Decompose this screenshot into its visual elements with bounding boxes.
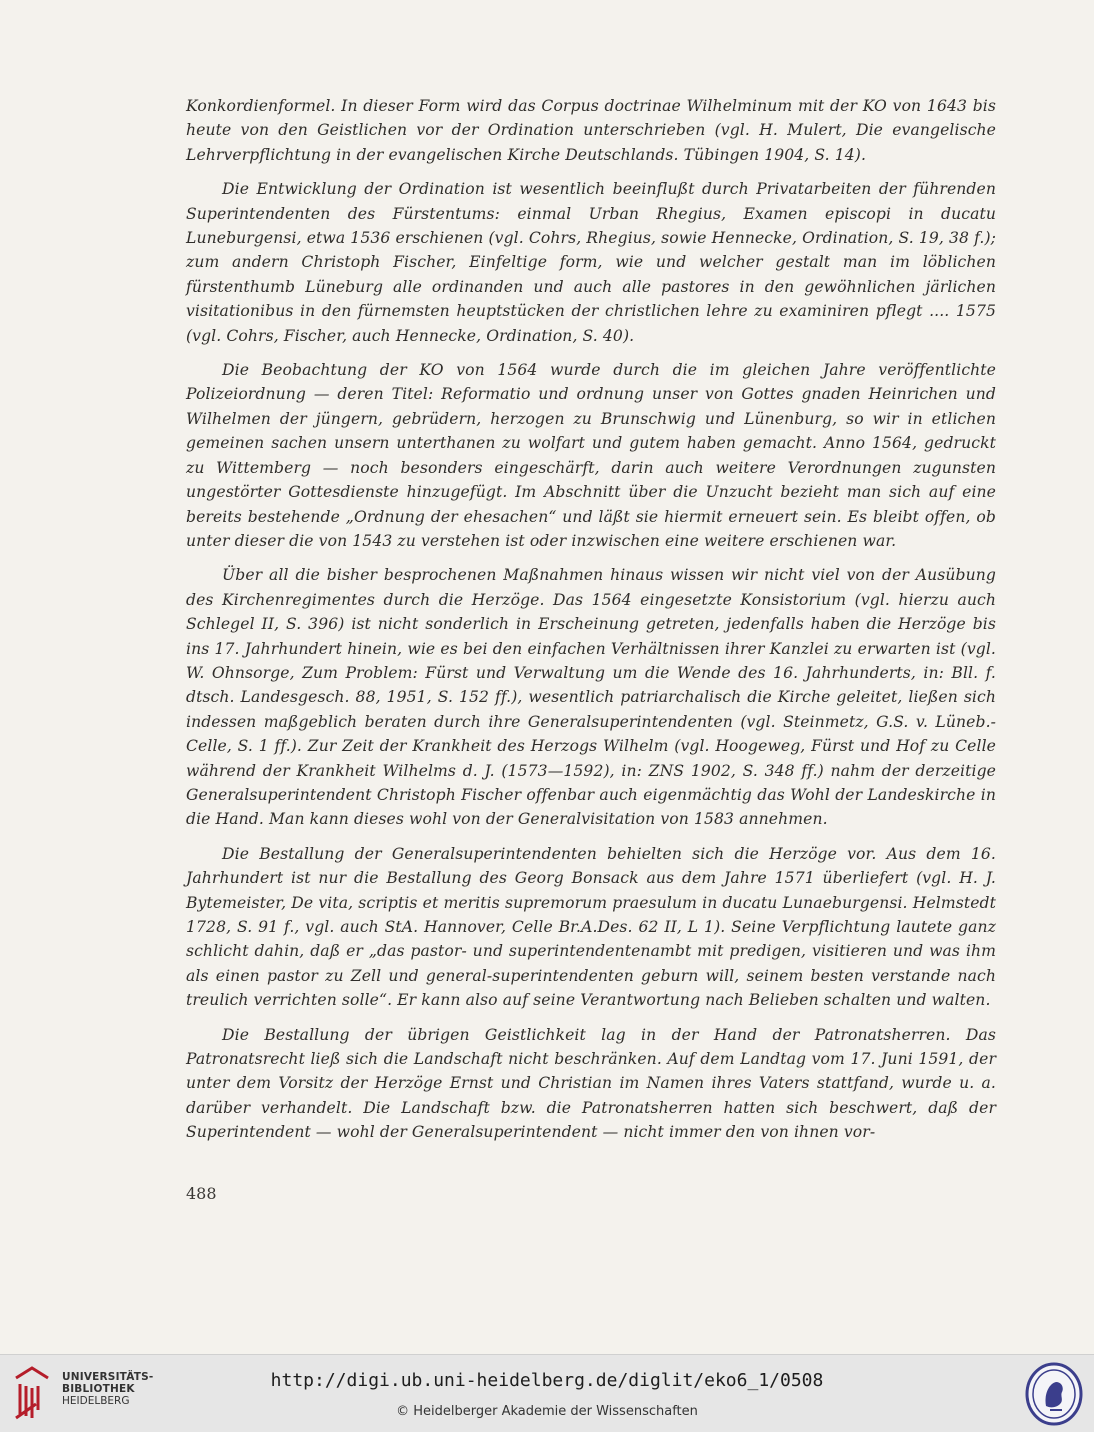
paragraph-3: Die Beobachtung der KO von 1564 wurde durch die im gleichen Jahre veröffentlichte Polizeiordnung — deren Titel: Reformatio und ordnung unser von Gottes gnaden Heinrichen und Wilhelmen der jüngern, gebrüdern, herzogen zu Brunschwig und Lünenburg, so wir in etlichen gemeinen sachen unsern unterthanen zu wolfart und gutem haben gemacht. Anno 1564, gedruckt zu Wittemberg — noch besonders eingeschärft, darin auch weitere Verordnungen zugunsten ungestörter Gottesdienste hinzugefügt. Im Abschnitt über die Unzucht bezieht man sich auf eine bereits bestehende „Ordnung der ehesachen“ und läßt sie hiermit erneuert sein. Es bleibt offen, ob unter dieser die von 1543 zu verstehen ist oder inzwischen eine weitere erschienen war. — [186, 361, 996, 550]
paragraph-1: Konkordienformel. In dieser Form wird das Corpus doctrinae Wilhelminum mit der KO von 1643 bis heute von den Geistlichen vor der Ordination unterschrieben (vgl. H. Mulert, Die evangelische Lehrverpflichtung in der evangelischen Kirche Deutschlands. Tübingen 1904, S. 14). — [186, 97, 996, 164]
library-name-line2: BIBLIOTHEK — [62, 1383, 135, 1395]
paragraph-2: Die Entwicklung der Ordination ist wesentlich beeinflußt durch Privatarbeiten der führenden Superintendenten des Fürstentums: einmal Urban Rhegius, Examen episcopi in ducatu Luneburgensi, etwa 1536 erschienen (vgl. Cohrs, Rhegius, sowie Hennecke, Ordination, S. 19, 38 f.); zum andern Christoph Fischer, Einfeltige form, wie und welcher gestalt man im löblichen fürstenthumb Lüneburg alle ordinanden und auch alle pastores in den gewöhnlichen järlichen visitationibus in den fürnemsten heuptstücken der christlichen lehre zu examiniren pflegt .... 1575 (vgl. Cohrs, Fischer, auch Hennecke, Ordination, S. 40). — [186, 180, 996, 345]
body-text — [186, 94, 996, 1155]
footer-bar — [0, 1354, 1094, 1432]
paragraph-4: Über all die bisher besprochenen Maßnahmen hinaus wissen wir nicht viel von der Ausübung des Kirchenregimentes durch die Herzöge. Das 1564 eingesetzte Konsistorium (vgl. hierzu auch Schlegel II, S. 396) ist nicht sonderlich in Erscheinung getreten, jedenfalls haben die Herzöge bis ins 17. Jahrhundert hinein, wie es bei den einfachen Verhältnissen ihrer Kanzlei zu erwarten ist (vgl. W. Ohnsorge, Zum Problem: Fürst und Verwaltung um die Wende des 16. Jahrhunderts, in: Bll. f. dtsch. Landesgesch. 88, 1951, S. 152 ff.), wesentlich patriarchalisch die Kirche geleitet, ließen sich indessen maßgeblich beraten durch ihre Generalsuperintendenten (vgl. Steinmetz, G.S. v. Lüneb.-Celle, S. 1 ff.). Zur Zeit der Krankheit des Herzogs Wilhelm (vgl. Hoogeweg, Fürst und Hof zu Celle während der Krankheit Wilhelms d. J. (1573—1592), in: ZNS 1902, S. 348 ff.) nahm der derzeitige Generalsuperintendent Christoph Fischer offenbar auch eigenmächtig das Wohl der Landeskirche in die Hand. Man kann dieses wohl von der Generalvisitation von 1583 annehmen. — [186, 566, 996, 829]
copyright-notice: © Heidelberger Akademie der Wissenschaften — [396, 1404, 698, 1419]
library-name-line3: HEIDELBERG — [62, 1395, 130, 1407]
permalink-url[interactable]: http://digi.ub.uni-heidelberg.de/diglit/eko6_1/0508 — [270, 1370, 824, 1391]
academy-seal-icon — [1024, 1362, 1084, 1426]
paragraph-5: Die Bestallung der Generalsuperintendenten behielten sich die Herzöge vor. Aus dem 16. Jahrhundert ist nur die Bestallung des Georg Bonsack aus dem Jahre 1571 überliefert (vgl. H. J. Bytemeister, De vita, scriptis et meritis supremorum praesulum in ducatu Lunaeburgensi. Helmstedt 1728, S. 91 f., vgl. auch StA. Hannover, Celle Br.A.Des. 62 II, L 1). Seine Verpflichtung lautete ganz schlicht dahin, daß er „das pastor- und superintendentenambt mit predigen, visitieren und was ihm als einen pastor zu Zell und general-superintendenten geburn will, seinem besten verstande nach treulich verrichten solle“. Er kann also auf seine Verantwortung nach Belieben schalten und walten. — [186, 844, 996, 1010]
library-name-line1: UNIVERSITÄTS- — [62, 1371, 154, 1383]
paragraph-6: Die Bestallung der übrigen Geistlichkeit lag in der Hand der Patronatsherren. Das Patronatsrecht ließ sich die Landschaft nicht beschränken. Auf dem Landtag vom 17. Juni 1591, der unter dem Vorsitz der Herzöge Ernst und Christian im Namen ihres Vaters stattfand, wurde u. a. darüber verhandelt. Die Landschaft bzw. die Patronatsherren hatten sich beschwert, daß der Superintendent — wohl der Generalsuperintendent — nicht immer den von ihnen vor- — [186, 1025, 996, 1142]
page-number: 488 — [186, 1184, 217, 1203]
